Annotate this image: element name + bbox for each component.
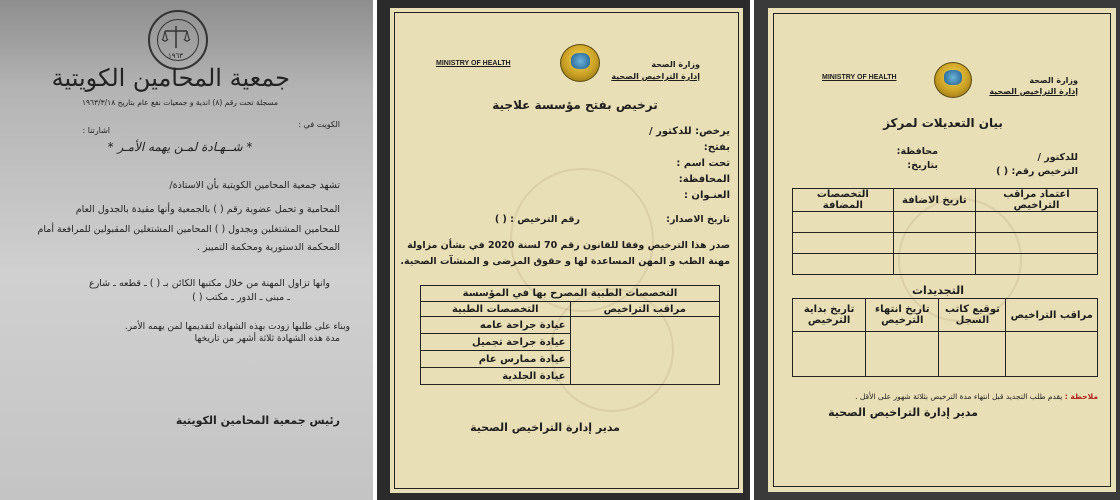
ministry-english: MINISTRY OF HEALTH (436, 60, 511, 67)
date-label: بتاريخ: (907, 160, 938, 171)
table-row (793, 233, 894, 254)
table-row (793, 212, 894, 233)
issue-date: تاريخ الاصدار: (666, 214, 730, 225)
reference-label: اشارتنا : (82, 126, 110, 135)
table-row: عيادة الجلدية (421, 368, 571, 385)
doctor-label: للدكتور / (1037, 152, 1078, 163)
field-under-name: تحت اسم : (676, 158, 730, 169)
inspector-cell (570, 317, 720, 385)
director-signature: مدير إدارة التراخيص الصحية (470, 421, 620, 434)
certificate-line-4: المحكمة الدستورية ومحكمة التمييز . (196, 242, 340, 253)
lawyers-association-seal-icon (148, 10, 208, 70)
renewal-note (798, 392, 1098, 401)
license-title: ترخيص بفتح مؤسسة علاجية (492, 98, 658, 112)
director-signature: مدير إدارة التراخيص الصحية (828, 406, 978, 419)
ministry-english: MINISTRY OF HEALTH (822, 74, 897, 81)
validity-line: مدة هذه الشهادة ثلاثة أشهر من تاريخها (194, 334, 340, 344)
kuwait-emblem-icon (560, 44, 600, 82)
table-row: عيادة جراحة عامه (421, 317, 571, 334)
col-license-start: تاريخ بداية الترخيص (793, 299, 866, 332)
document-medical-license (377, 0, 750, 500)
field-to-open: بفتح: (703, 142, 730, 153)
document-lawyers-certificate (0, 0, 373, 500)
field-address: العنـوان : (683, 190, 730, 201)
col-inspector: مراقب التراخيص (570, 302, 720, 317)
kuwait-on-label: الكويت في : (298, 120, 340, 129)
president-signature: رئيس جمعية المحامين الكويتية (175, 414, 340, 427)
association-title: جمعية المحامين الكويتية (51, 64, 290, 92)
field-governorate: المحافظة: (678, 174, 730, 185)
law-text-line-2: مهنة الطب و المهن المساعدة لها و حقوق المرضى و المنشآت الصحية. (400, 256, 730, 267)
field-licensed-to: يرخص: للدكتور / (649, 126, 730, 137)
table-row: عيادة ممارس عام (421, 351, 571, 368)
table-title: التخصصات الطبية المصرح بها في المؤسسة (421, 286, 720, 302)
ministry-arabic: وزارة الصحة (1029, 76, 1078, 85)
law-text-line-1: صدر هذا الترخيص وفقا للقانون رقم 70 لسنة 2020 في بشأن مزاولة (407, 240, 730, 251)
col-added-specialties: التخصصات المضافة (793, 189, 894, 212)
license-number: الترخيص رقم: ( ) (996, 166, 1078, 177)
table-row (793, 254, 894, 275)
department-arabic: إدارة التراخيص الصحية (611, 72, 700, 81)
amendments-title: بيان التعديلات لمركز (883, 116, 1003, 130)
license-sheet (390, 8, 743, 493)
document-amendments-statement (754, 0, 1120, 500)
renewals-table (792, 298, 1098, 377)
table-row (793, 332, 866, 377)
seal-year: ١٩٦٣ (168, 52, 184, 60)
address-line: ـ مبنى ـ الدور ـ مكتب ( ) (192, 292, 290, 303)
practice-line: وانها تزاول المهنة من خلال مكتبها الكائن بـ ( ) ـ قطعه ـ شارع (89, 278, 330, 289)
col-inspector-approval: اعتماد مراقب التراخيص (975, 189, 1097, 212)
renewals-title: التجديدات (912, 284, 964, 297)
specialties-table (420, 285, 720, 385)
certificate-line-3: للمحامين المشتغلين وبجدول ( ) المحامين المشتغلين المقبولين للمرافعة أمام (37, 224, 340, 235)
license-number: رقم الترخيص : ( ) (494, 214, 580, 225)
note-label: ملاحظة : (1064, 392, 1098, 401)
certificate-line-1: تشهد جمعية المحامين الكويتية بأن الاستاذة/ (169, 180, 340, 191)
col-addition-date: تاريخ الاضافة (893, 189, 975, 212)
certificate-heading: * شــهـادة لمـن يهمه الأمـر * (107, 140, 253, 154)
note-text: يقدم طلب التجديد قبل انتهاء مدة الترخيص بثلاثة شهور على الأقل . (855, 392, 1063, 401)
department-arabic: إدارة التراخيص الصحية (989, 87, 1078, 96)
registration-line: مسجلة تحت رقم (٨) اندية و جمعيات نفع عام بتاريخ ١٩٦٣/٣/١٨ (81, 98, 279, 107)
col-inspector: مراقب التراخيص (1006, 299, 1098, 332)
amendments-sheet (768, 8, 1116, 492)
amendments-table (792, 188, 1098, 275)
governorate-label: محافظة: (896, 146, 938, 157)
request-line: وبناء على طلبها زودت بهذه الشهادة لتقديمها لمن يهمه الأمر. (124, 322, 350, 332)
kuwait-emblem-icon (934, 62, 972, 98)
col-specialties: التخصصات الطبية (421, 302, 571, 317)
ministry-arabic: وزارة الصحة (651, 60, 700, 69)
certificate-line-2: المحامية و تحمل عضوية رقم ( ) بالجمعية وأنها مقيدة بالجدول العام (75, 204, 340, 215)
col-registrar-signature: توقيع كاتب السجل (939, 299, 1006, 332)
table-row: عيادة جراحة تجميل (421, 334, 571, 351)
col-license-end: تاريخ انتهاء الترخيص (866, 299, 939, 332)
